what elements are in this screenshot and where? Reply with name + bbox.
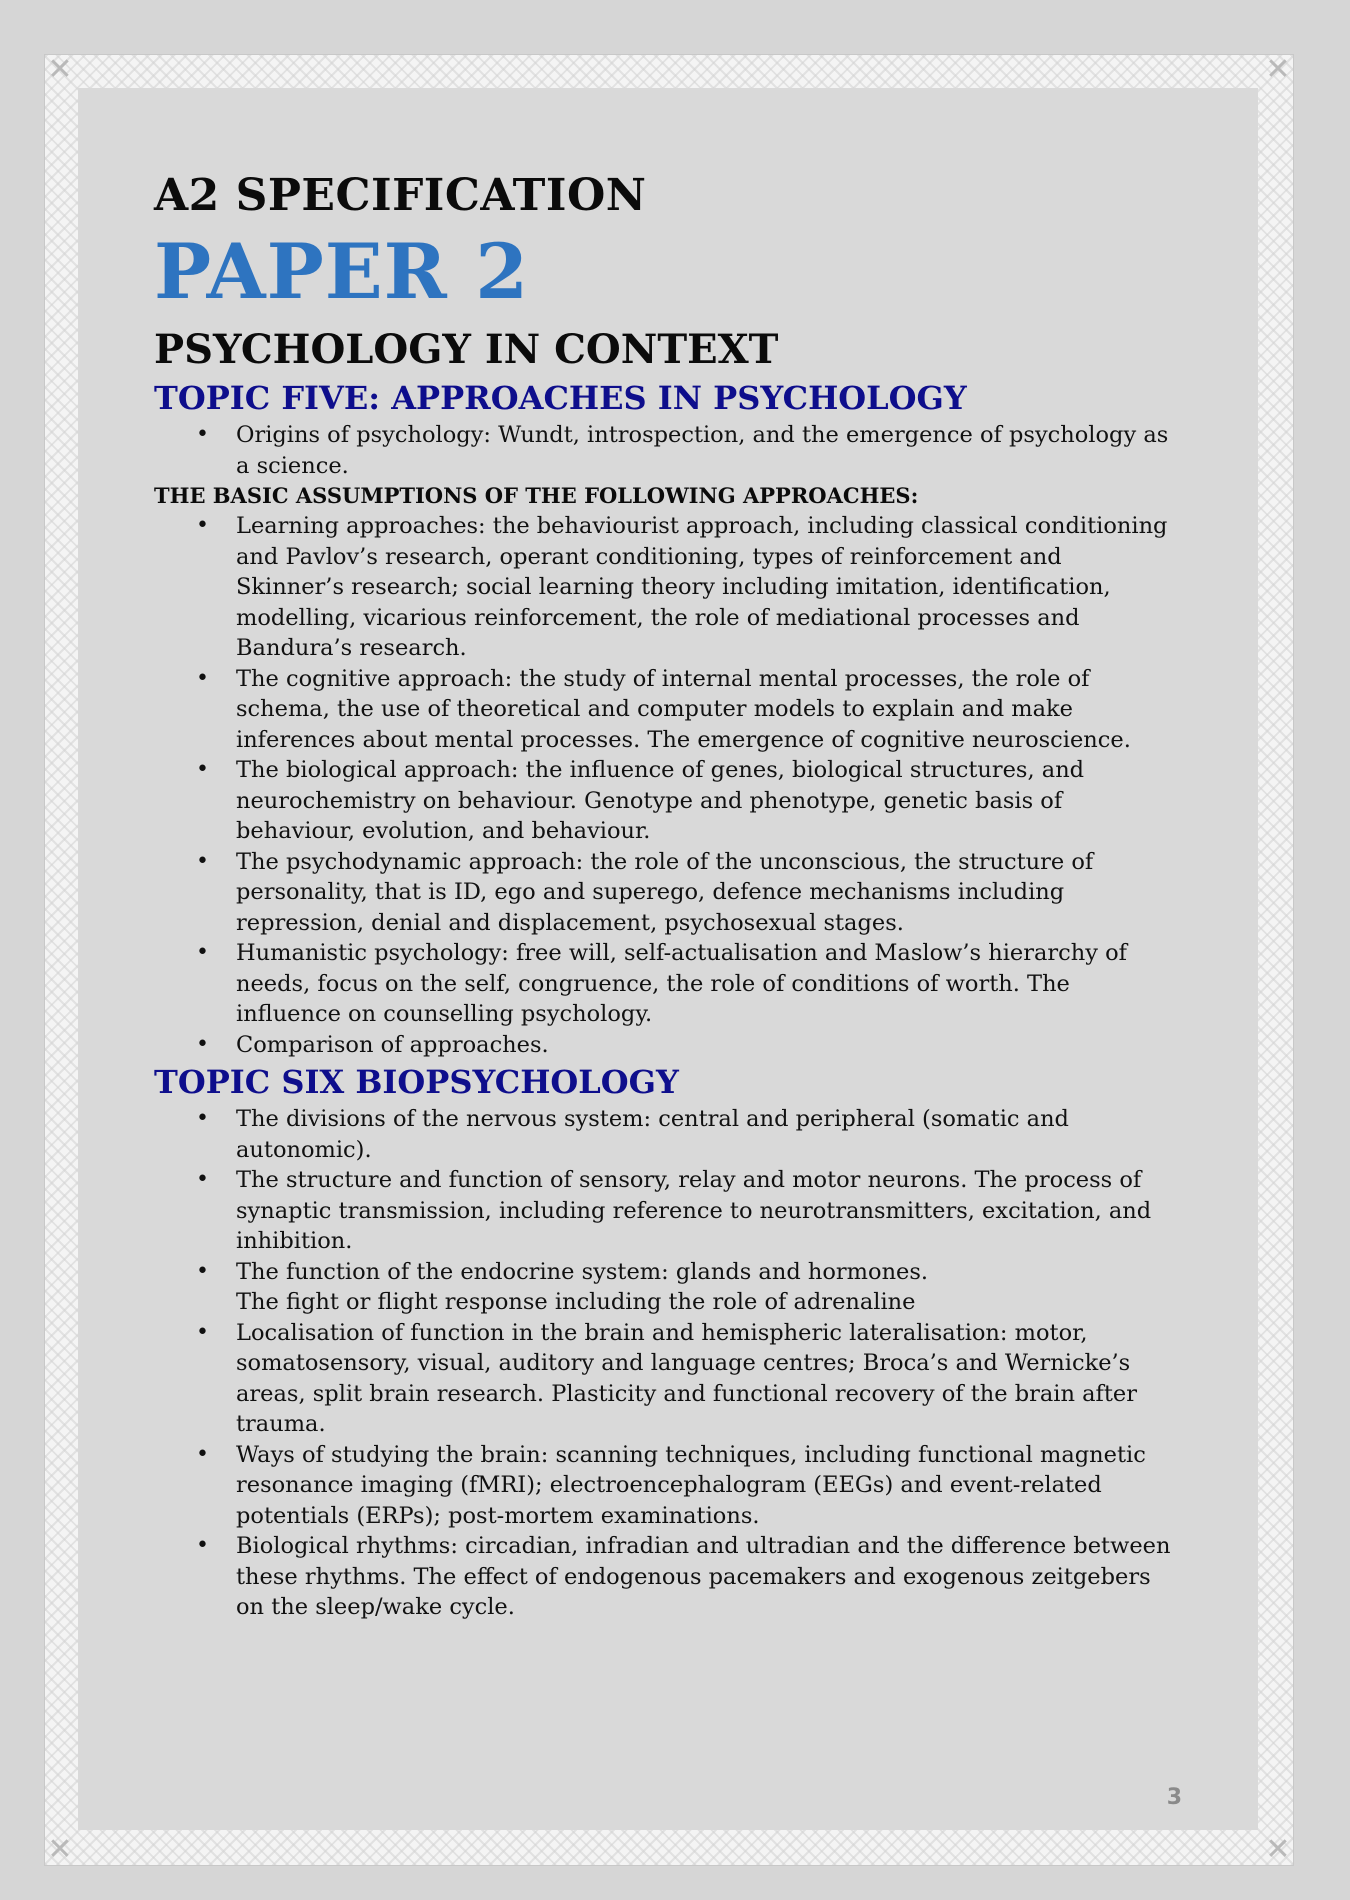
list-item: • Origins of psychology: Wundt, introspection, and the emergence of psychology as a science.: [236, 420, 1174, 481]
topic-six-list: [154, 1104, 1174, 1623]
paper-title: PAPER 2: [154, 227, 530, 316]
topic-six-title: TOPIC SIX BIOPSYCHOLOGY: [154, 1063, 679, 1101]
corner-cross-icon: ✕: [1265, 52, 1291, 87]
approaches-subheading: THE BASIC ASSUMPTIONS OF THE FOLLOWING APPROACHES:: [154, 483, 919, 508]
list-item: • Comparison of approaches.: [236, 1030, 1174, 1061]
topic-five-approaches-list: [154, 511, 1174, 1060]
page-number: 3: [1166, 1785, 1182, 1810]
list-item: • Biological rhythms: circadian, infradian and ultradian and the difference between these rhythms. The effect of endogenous pacemakers and exogenous zeitgebers on the sleep/wake cycle.: [236, 1531, 1174, 1623]
subject-title: PSYCHOLOGY IN CONTEXT: [154, 326, 779, 373]
list-item: • Localisation of function in the brain and hemispheric lateralisation: motor, somatosensory, visual, auditory and language centres; Broca’s and Wernicke’s areas, split brain research. Plasticity and functional recovery of the brain after trauma.: [236, 1318, 1174, 1440]
list-item: [236, 1257, 1174, 1318]
corner-cross-icon: ✕: [47, 52, 73, 87]
topic-five-intro-list: [154, 420, 1174, 481]
corner-cross-icon: ✕: [1265, 1832, 1291, 1867]
list-item: • Ways of studying the brain: scanning techniques, including functional magnetic resonance imaging (fMRI); electroencephalogram (EEGs) and event-related potentials (ERPs); post-mortem examinations.: [236, 1440, 1174, 1532]
spec-title: A2 SPECIFICATION: [154, 170, 647, 221]
list-item: • Learning approaches: the behaviourist approach, including classical conditioning and Pavlov’s research, operant conditioning, types of reinforcement and Skinner’s research; social learning theory including imitation, identification, modelling, vicarious reinforcement, the role of mediational processes and Bandura’s research.: [236, 511, 1174, 664]
list-item: • The divisions of the nervous system: central and peripheral (somatic and autonomic).: [236, 1104, 1174, 1165]
list-item: • The structure and function of sensory, relay and motor neurons. The process of synaptic transmission, including reference to neurotransmitters, excitation, and inhibition.: [236, 1165, 1174, 1257]
list-item-line: The function of the endocrine system: glands and hormones.: [236, 1258, 929, 1285]
corner-cross-icon: ✕: [47, 1832, 73, 1867]
list-item: • Humanistic psychology: free will, self-actualisation and Maslow’s hierarchy of needs, focus on the self, congruence, the role of conditions of worth. The influence on counselling psychology.: [236, 938, 1174, 1030]
list-item: • The psychodynamic approach: the role of the unconscious, the structure of personality, that is ID, ego and superego, defence mechanisms including repression, denial and displacement, psychosexual stages.: [236, 847, 1174, 939]
list-item: • The biological approach: the influence of genes, biological structures, and neurochemistry on behaviour. Genotype and phenotype, genetic basis of behaviour, evolution, and behaviour.: [236, 755, 1174, 847]
list-item-line: The fight or flight response including the role of adrenaline: [236, 1289, 916, 1315]
document-page: [78, 88, 1258, 1830]
topic-five-title: TOPIC FIVE: APPROACHES IN PSYCHOLOGY: [154, 379, 967, 417]
page-content: [154, 168, 1174, 1623]
list-item: • The cognitive approach: the study of internal mental processes, the role of schema, the use of theoretical and computer models to explain and make inferences about mental processes. The emergence of cognitive neuroscience.: [236, 664, 1174, 756]
